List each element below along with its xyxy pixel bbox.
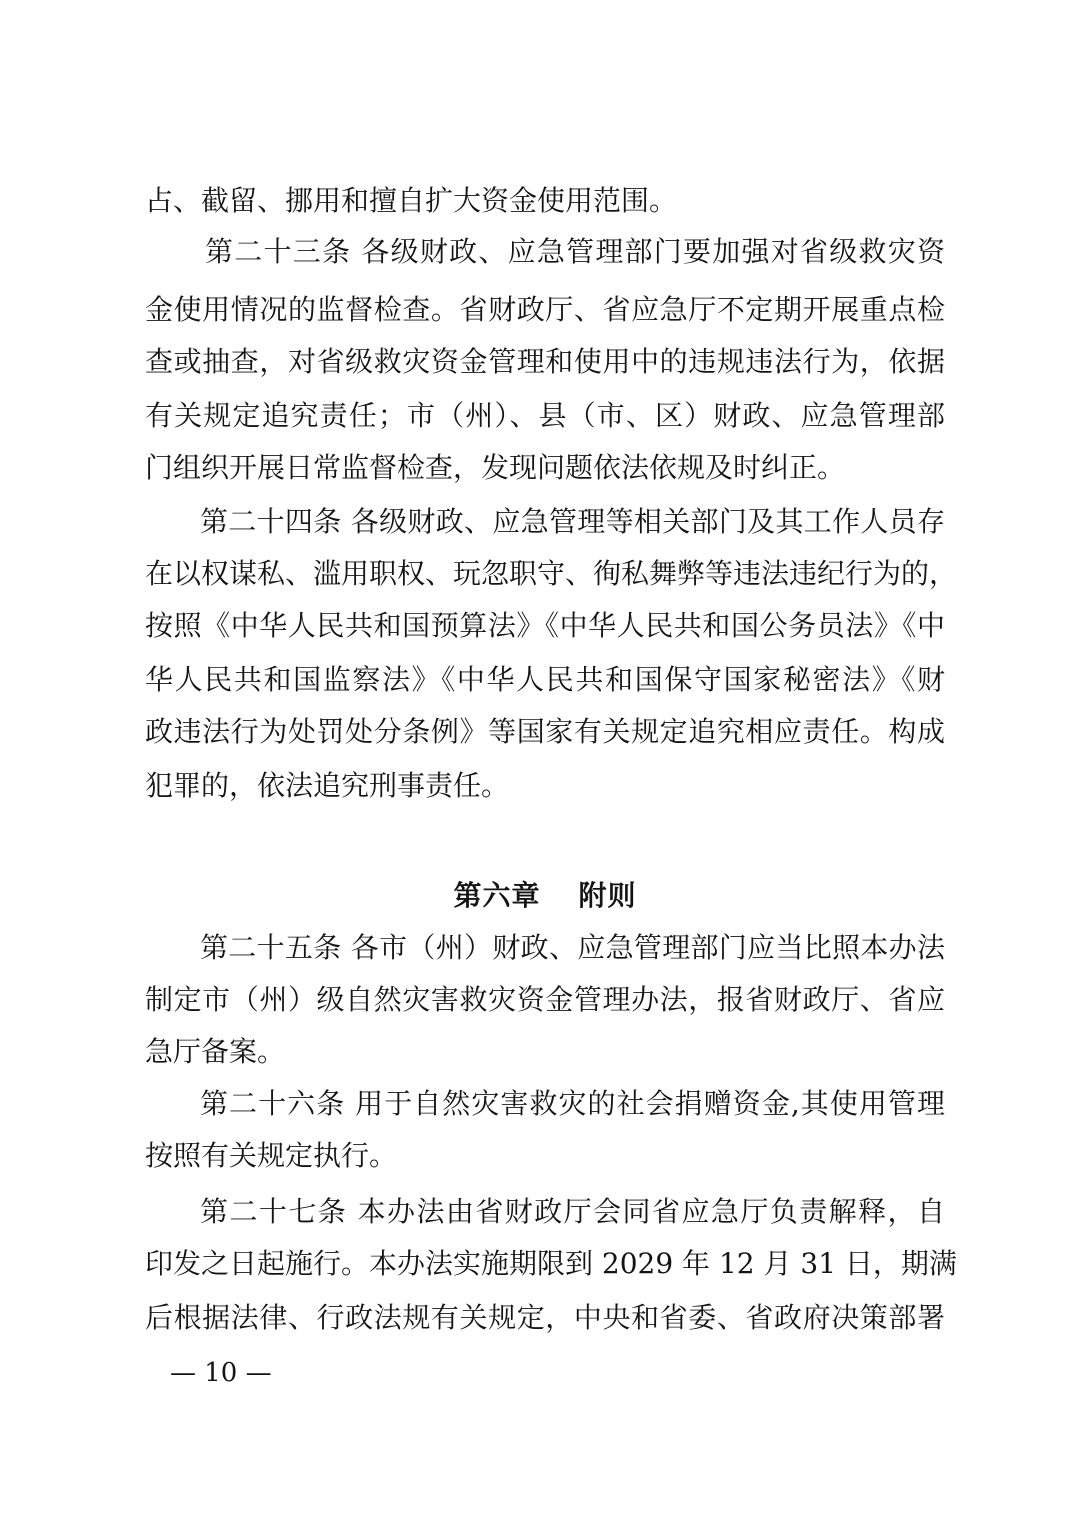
text-line: 政违法行为处罚处分条例》等国家有关规定追究相应责任。构成 xyxy=(145,715,945,748)
article-25-first-line: 第二十五条 各市（州）财政、应急管理部门应当比照本办法 xyxy=(200,931,945,964)
text-line: 门组织开展日常监督检查，发现问题依法依规及时纠正。 xyxy=(145,451,846,484)
text-line: 在以权谋私、滥用职权、玩忽职守、徇私舞弊等违法违纪行为的， xyxy=(145,557,958,590)
text-line: 华人民共和国监察法》《中华人民共和国保守国家秘密法》《财 xyxy=(145,663,945,696)
text-line: 印发之日起施行。本办法实施期限到 2029 年 12 月 31 日，期满 xyxy=(145,1247,957,1280)
text-line: 按照有关规定执行。 xyxy=(145,1139,398,1172)
article-23-first-line: 第二十三条 各级财政、应急管理部门要加强对省级救灾资 xyxy=(205,235,945,268)
text-line: 制定市（州）级自然灾害救灾资金管理办法，报省财政厅、省应 xyxy=(145,983,945,1016)
text-line: 犯罪的，依法追究刑事责任。 xyxy=(145,769,510,802)
text-line: 急厅备案。 xyxy=(145,1035,286,1068)
text-line: 金使用情况的监督检查。省财政厅、省应急厅不定期开展重点检 xyxy=(145,293,945,326)
text-line: 查或抽查，对省级救灾资金管理和使用中的违规违法行为，依据 xyxy=(145,345,945,378)
text-line: 占、截留、挪用和擅自扩大资金使用范围。 xyxy=(145,184,678,217)
chapter-heading xyxy=(145,874,945,918)
text-line: 按照《中华人民共和国预算法》《中华人民共和国公务员法》《中 xyxy=(145,609,945,642)
chapter-title: 附则 xyxy=(578,879,637,912)
page-number: — 10 — xyxy=(170,1358,272,1388)
text-line: 有关规定追究责任；市（州）、县（市、区）财政、应急管理部 xyxy=(145,399,945,432)
text-line: 后根据法律、行政法规有关规定，中央和省委、省政府决策部署 xyxy=(145,1301,945,1334)
article-27-first-line: 第二十七条 本办法由省财政厅会同省应急厅负责解释，自 xyxy=(200,1195,945,1228)
article-24-first-line: 第二十四条 各级财政、应急管理等相关部门及其工作人员存 xyxy=(200,505,945,538)
article-26-first-line: 第二十六条 用于自然灾害救灾的社会捐赠资金,其使用管理 xyxy=(200,1087,945,1120)
chapter-number: 第六章 xyxy=(453,879,541,912)
